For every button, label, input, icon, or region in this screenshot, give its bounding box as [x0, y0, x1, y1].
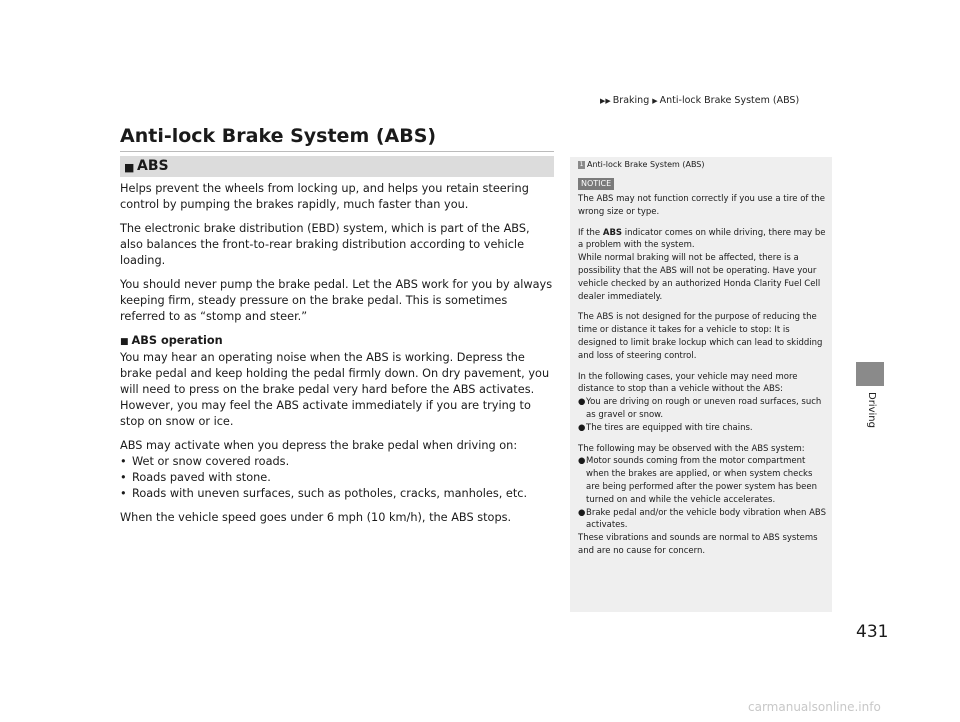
bullet-icon: • [120, 455, 127, 468]
breadcrumb [600, 95, 840, 106]
list-item [120, 454, 556, 470]
paragraph: You may hear an operating noise when the ABS is working. Depress the brake pedal and keep holding the pedal firmly down. On dry pavement, you will need to press on the brake pedal very hard before the ABS activates. However, you may feel the ABS activate immediately if you are trying to stop on snow or ice. [120, 351, 550, 428]
list-item: ● You are driving on rough or uneven road surfaces, such as gravel or snow. [578, 397, 822, 420]
section-heading: ABS [137, 158, 169, 174]
notice-text: The ABS may not function correctly if you use a tire of the wrong size or type. [578, 194, 826, 217]
paragraph: When the vehicle speed goes under 6 mph (10 km/h), the ABS stops. [120, 511, 512, 524]
list-item [120, 470, 556, 486]
cases-list [578, 396, 826, 434]
bullet-icon: ● [578, 507, 586, 518]
reference-number-icon: 1 [579, 160, 584, 168]
notice-badge: NOTICE [578, 178, 614, 190]
section-heading-bar [120, 156, 554, 177]
observed-intro: The following may be observed with the ABS system: [578, 443, 805, 454]
sidebar-closing: These vibrations and sounds are normal to ABS systems and are no cause for concern. [578, 533, 818, 556]
list-item-text: Roads paved with stone. [132, 471, 271, 484]
observed-list [578, 455, 826, 532]
list-item-text: Wet or snow covered roads. [132, 455, 290, 468]
paragraph: The electronic brake distribution (EBD) system, which is part of the ABS, also balances the front-to-rear braking distribution according to vehicle loading. [120, 222, 530, 267]
bullet-icon: ● [578, 422, 586, 433]
page-title: Anti-lock Brake System (ABS) [120, 125, 437, 147]
side-tab-label: Driving [866, 392, 877, 428]
side-tab-marker [856, 362, 884, 386]
paragraph: You should never pump the brake pedal. Let the ABS work for you by always keeping firm, steady pressure on the brake pedal. This is sometimes referred to as “stomp and steer.” [120, 278, 553, 323]
triangle-right-icon: ▶▶ [600, 97, 611, 105]
cases-intro: In the following cases, your vehicle may need more distance to stop than a vehicle without the ABS: [578, 371, 798, 395]
main-content [120, 181, 556, 534]
design-text: The ABS is not designed for the purpose of reducing the time or distance it takes for a vehicle to stop: It is designed to limit brake lockup which can lead to skidding and loss of steering control. [578, 312, 823, 361]
bullet-icon: ● [578, 456, 586, 467]
sub-heading-label: ABS operation [131, 334, 223, 347]
paragraph: Helps prevent the wheels from locking up, and helps you retain steering control by pumping the brakes rapidly, much faster than you. [120, 182, 529, 211]
list-item: ● The tires are equipped with tire chains. [578, 422, 753, 433]
bullet-icon: • [120, 471, 127, 484]
sidebar-body [578, 193, 826, 558]
paragraph: ABS may activate when you depress the brake pedal when driving on: [120, 439, 518, 452]
triangle-right-icon: ▶ [652, 97, 658, 105]
sub-heading [120, 333, 556, 350]
sidebar-note [570, 157, 832, 612]
abs-label: ABS [602, 227, 623, 238]
sidebar-reference [578, 159, 705, 172]
indicator-more-text: While normal braking will not be affected, there is a possibility that the ABS will not be operating. Have your vehicle checked by an authorized Honda Clarity Fuel Cell dealer immediately. [578, 253, 821, 302]
square-bullet-icon: ■ [124, 161, 135, 174]
square-bullet-icon: ■ [120, 337, 129, 347]
bullet-list [120, 454, 556, 502]
indicator-text: If the ABS indicator comes on while driving, there may be a problem with the system. [578, 227, 826, 251]
list-item: ● Brake pedal and/or the vehicle body vibration when ABS activates. [578, 507, 827, 531]
reference-title: Anti-lock Brake System (ABS) [587, 160, 705, 169]
title-divider [120, 151, 554, 152]
watermark: carmanualsonline.info [748, 700, 881, 714]
breadcrumb-current: Anti-lock Brake System (ABS) [659, 95, 800, 106]
breadcrumb-parent: Braking [612, 95, 650, 106]
list-item [120, 486, 556, 502]
list-item: ● Motor sounds coming from the motor compartment when the brakes are applied, or when system checks are being performed after the power system has been turned on and while the vehicle accelerates. [578, 456, 818, 505]
page-number: 431 [856, 622, 889, 642]
bullet-icon: ● [578, 397, 586, 408]
list-item-text: Roads with uneven surfaces, such as potholes, cracks, manholes, etc. [132, 487, 528, 500]
bullet-icon: • [120, 487, 127, 500]
